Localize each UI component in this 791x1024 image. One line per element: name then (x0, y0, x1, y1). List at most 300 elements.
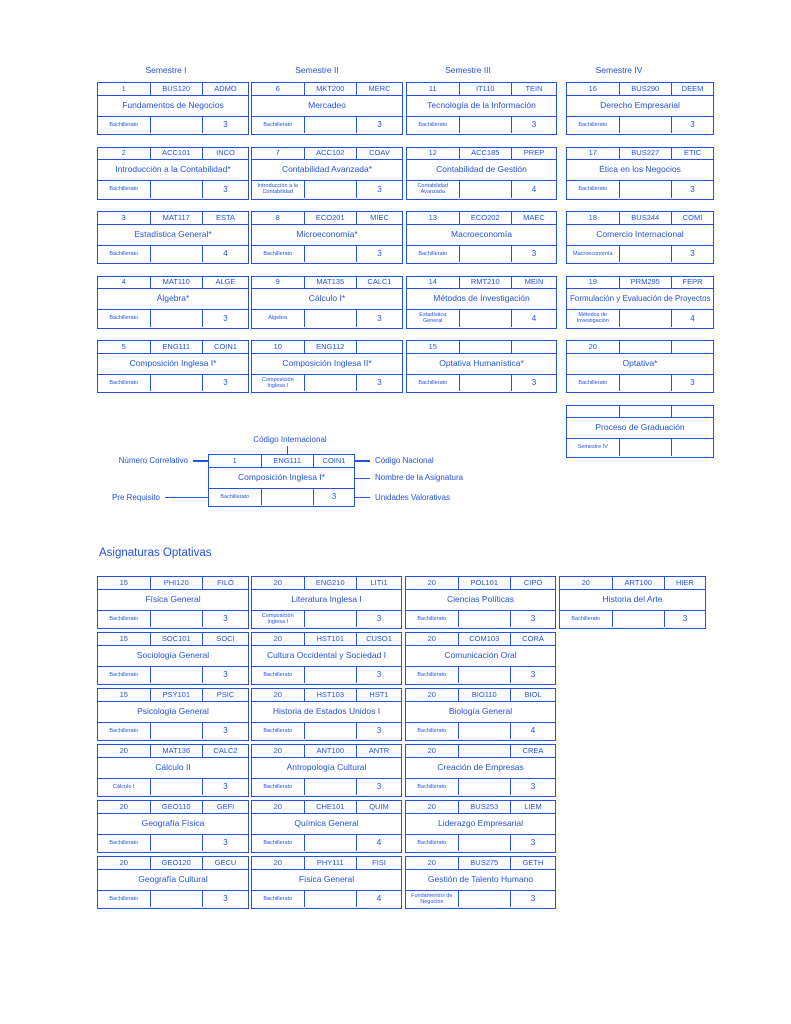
electives-column (251, 576, 402, 912)
national-code: LITI1 (370, 577, 388, 587)
card-footer-row (98, 375, 248, 392)
credit-units: 3 (376, 670, 382, 680)
elective-card (97, 744, 249, 797)
international-code: ACC185 (460, 148, 513, 160)
course-card (97, 82, 249, 135)
card-name-row (567, 225, 713, 246)
correlative-number: 18 (567, 212, 620, 224)
credit-units: 3 (377, 184, 382, 194)
course-card (251, 211, 403, 264)
empty-cell (460, 375, 513, 392)
card-name-row (406, 870, 555, 891)
correlative-number: 1 (98, 83, 151, 95)
card-name-row (407, 289, 556, 310)
card-header-row (407, 277, 556, 290)
card-header-row (252, 277, 402, 290)
card-name-row (252, 160, 402, 181)
correlative-number: 4 (98, 277, 151, 289)
electives-column (559, 576, 706, 632)
elective-card (97, 856, 249, 909)
credit-units: 3 (690, 184, 695, 194)
card-header-row (560, 577, 705, 590)
international-code: MAT110 (151, 277, 204, 289)
national-code: INCO (216, 148, 235, 158)
card-footer-row (406, 611, 555, 628)
card-name-row (252, 289, 402, 310)
credit-units: 3 (223, 894, 228, 904)
prerequisite: Bachillerato (407, 117, 460, 134)
international-code: PRM295 (620, 277, 673, 289)
elective-card (405, 856, 556, 909)
course-name: Biología General (448, 705, 513, 716)
connector-line (287, 446, 289, 454)
card-header-row (98, 689, 248, 702)
correlative-number: 17 (567, 148, 620, 160)
correlative-number: 20 (252, 633, 305, 645)
credit-units: 3 (530, 670, 536, 680)
international-code (620, 406, 673, 418)
international-code: MAT135 (305, 277, 358, 289)
course-card (97, 211, 249, 264)
card-header-row (406, 577, 555, 590)
national-code: ADMO (214, 83, 237, 93)
national-code: GETH (522, 857, 544, 867)
credit-units: 3 (377, 249, 382, 259)
course-name: Álgebra* (156, 293, 190, 303)
course-name: Métodos de Investigación (433, 293, 530, 303)
course-card (251, 340, 403, 393)
credit-units: 3 (376, 726, 382, 736)
credit-units: 3 (223, 782, 228, 792)
prerequisite: Bachillerato (407, 246, 460, 263)
national-code: ANTR (368, 745, 390, 755)
card-header-row (252, 689, 401, 702)
prerequisite: Bachillerato (98, 310, 151, 327)
card-footer-row (98, 779, 248, 796)
course-name: Proceso de Graduación (595, 422, 685, 432)
card-header-row (407, 341, 556, 354)
correlative-number: 15 (407, 341, 460, 353)
empty-cell (620, 375, 673, 392)
course-name: Composición Inglesa I* (129, 357, 217, 368)
card-header-row (407, 83, 556, 96)
semester-column (251, 65, 403, 405)
card-header-row (406, 857, 555, 870)
national-code: GECU (214, 857, 237, 867)
empty-cell (305, 181, 358, 198)
correlative-number: 6 (252, 83, 305, 95)
prerequisite: Macroeconomía (567, 246, 620, 263)
course-name: Macroeconomía (451, 228, 512, 239)
empty-cell (305, 667, 358, 684)
elective-card (251, 856, 402, 909)
international-code: ACC102 (305, 148, 358, 160)
card-footer-row (567, 246, 713, 263)
empty-cell (613, 611, 666, 628)
course-name: Cálculo I* (308, 293, 346, 303)
course-card (97, 340, 249, 393)
international-code: BUS244 (620, 212, 673, 224)
empty-cell (151, 310, 204, 327)
prerequisite: Bachillerato (252, 246, 305, 263)
card-footer-row (209, 489, 354, 506)
card-header-row (98, 745, 248, 758)
card-footer-row (252, 611, 401, 628)
prerequisite: Introducción a la Contabilidad (252, 181, 305, 198)
card-header-row (252, 633, 401, 646)
card-header-row (567, 83, 713, 96)
credit-units: 3 (377, 120, 382, 130)
empty-cell (151, 779, 204, 796)
international-code: ANT100 (305, 745, 358, 757)
credit-units: 4 (376, 894, 382, 904)
legend-label-course-name: Nombre de la Asignatura (375, 473, 464, 482)
credit-units: 3 (530, 782, 536, 792)
prerequisite: Bachillerato (252, 117, 305, 134)
national-code: HST1 (369, 689, 389, 699)
card-footer-row (252, 723, 401, 740)
credit-units: 3 (530, 894, 536, 904)
prerequisite: Bachillerato (98, 723, 151, 740)
course-name: Optativa Humanística* (439, 357, 524, 368)
card-name-row (209, 468, 354, 489)
card-footer-row (252, 310, 402, 327)
course-card (251, 276, 403, 329)
prerequisite: Composición Inglesa I (252, 611, 305, 628)
prerequisite: Bachillerato (406, 779, 459, 796)
credit-units: 3 (376, 782, 382, 792)
prerequisite: Bachillerato (252, 891, 305, 908)
national-code: GEFI (216, 801, 235, 811)
correlative-number: 15 (98, 577, 151, 589)
correlative-number: 19 (567, 277, 620, 289)
card-footer-row (406, 779, 555, 796)
credit-units: 3 (690, 378, 695, 388)
connector-line (355, 460, 370, 462)
card-name-row (567, 354, 713, 375)
empty-cell (262, 489, 315, 506)
card-footer-row (406, 835, 555, 852)
international-code: BUS290 (620, 83, 673, 95)
course-card (566, 340, 714, 393)
correlative-number: 14 (407, 277, 460, 289)
course-card (406, 82, 557, 135)
correlative-number: 13 (407, 212, 460, 224)
empty-cell (459, 835, 512, 852)
card-footer-row (567, 375, 713, 392)
card-footer-row (252, 375, 402, 392)
elective-card (97, 688, 249, 741)
course-name: Cálculo II (155, 761, 191, 772)
national-code: COIN1 (322, 455, 346, 465)
card-footer-row (98, 723, 248, 740)
course-name: Formulación y Evaluación de Proyectos (570, 294, 711, 303)
international-code: SOC101 (151, 633, 204, 645)
card-header-row (252, 83, 402, 96)
empty-cell (305, 891, 358, 908)
course-name: Gestión de Talento Humano (427, 873, 534, 884)
prerequisite: Métodos de Investigación (567, 310, 620, 327)
national-code: SOCI (216, 633, 235, 643)
course-name: Geografía Cultural (138, 873, 208, 884)
national-code: CORA (522, 633, 544, 643)
international-code: ACC101 (151, 148, 204, 160)
credit-units: 3 (377, 313, 382, 323)
credit-units: 3 (223, 838, 228, 848)
card-footer-row (252, 891, 401, 908)
empty-cell (151, 181, 204, 198)
course-name: Química General (294, 817, 359, 828)
prerequisite: Bachillerato (406, 723, 459, 740)
credit-units: 4 (531, 184, 537, 194)
empty-cell (151, 667, 204, 684)
credit-units: 3 (223, 670, 228, 680)
prerequisite: Bachillerato (98, 667, 151, 684)
course-name: Liderazgo Empresarial (437, 817, 524, 828)
card-name-row (406, 646, 555, 667)
connector-line (165, 497, 208, 499)
prerequisite: Bachillerato (252, 779, 305, 796)
card-name-row (98, 289, 248, 310)
course-name: Contabilidad de Gestión (436, 164, 527, 174)
card-name-row (252, 758, 401, 779)
legend-label-correlative-number: Número Correlativo (118, 456, 188, 465)
elective-card (251, 632, 402, 685)
credit-units: 4 (223, 249, 228, 259)
semester-title: Semestre III (445, 65, 491, 75)
correlative-number: 20 (98, 857, 151, 869)
national-code: FISI (372, 857, 386, 867)
card-name-row (252, 702, 401, 723)
national-code: ESTA (215, 212, 236, 222)
international-code (460, 341, 513, 353)
empty-cell (151, 611, 204, 628)
course-name: Microeconomía* (296, 228, 358, 239)
card-name-row (252, 646, 401, 667)
card-name-row (252, 96, 402, 117)
prerequisite: Bachillerato (98, 181, 151, 198)
national-code: PREP (523, 148, 545, 158)
correlative-number: 20 (406, 801, 459, 813)
empty-cell (620, 246, 673, 263)
credit-units: 3 (223, 120, 228, 130)
course-name: Física General (298, 873, 355, 884)
credit-units: 4 (376, 838, 382, 848)
card-footer-row (407, 246, 556, 263)
national-code: CALC1 (367, 277, 392, 287)
empty-cell (459, 723, 512, 740)
international-code: POL101 (459, 577, 512, 589)
correlative-number: 8 (252, 212, 305, 224)
legend-example-card (208, 454, 355, 507)
course-name: Derecho Empresarial (600, 99, 680, 110)
card-footer-row (98, 246, 248, 263)
correlative-number: 20 (252, 577, 305, 589)
card-footer-row (252, 117, 402, 134)
national-code: FILO (217, 577, 234, 587)
card-name-row (406, 814, 555, 835)
prerequisite: Bachillerato (567, 117, 620, 134)
national-code: PSIC (216, 689, 235, 699)
course-name: Mercadeo (308, 99, 346, 110)
national-code (672, 341, 713, 353)
international-code: BUS227 (620, 148, 673, 160)
correlative-number (567, 406, 620, 418)
course-card (406, 340, 557, 393)
semester-column (566, 65, 714, 469)
credit-units: 3 (223, 378, 228, 388)
prerequisite: Bachillerato (252, 723, 305, 740)
correlative-number: 20 (406, 689, 459, 701)
card-name-row (252, 590, 401, 611)
electives-column (97, 576, 249, 912)
credit-units: 3 (223, 726, 228, 736)
empty-cell (460, 310, 513, 327)
international-code: ENG210 (305, 577, 358, 589)
correlative-number: 20 (252, 689, 305, 701)
international-code: ECO202 (460, 212, 513, 224)
credit-units (672, 439, 713, 456)
elective-card (405, 688, 556, 741)
card-header-row (98, 212, 248, 225)
card-header-row (567, 406, 713, 419)
course-name: Comunicación Oral (444, 649, 517, 660)
empty-cell (151, 375, 204, 392)
connector-line (355, 478, 370, 480)
card-header-row (567, 212, 713, 225)
card-name-row (567, 418, 713, 439)
card-footer-row (560, 611, 705, 628)
international-code: HST101 (305, 633, 358, 645)
prerequisite: Bachillerato (252, 835, 305, 852)
course-name: Ciencias Políticas (446, 593, 515, 604)
correlative-number: 20 (406, 745, 459, 757)
card-name-row (406, 758, 555, 779)
credit-units: 3 (223, 313, 228, 323)
credit-units: 3 (530, 614, 536, 624)
correlative-number: 20 (567, 341, 620, 353)
correlative-number: 20 (560, 577, 613, 589)
national-code: MEIN (524, 277, 544, 287)
card-footer-row (567, 310, 713, 327)
national-code: ALGE (215, 277, 236, 287)
correlative-number: 20 (98, 801, 151, 813)
empty-cell (305, 611, 358, 628)
correlative-number: 9 (252, 277, 305, 289)
elective-card (405, 576, 556, 629)
card-footer-row (567, 181, 713, 198)
semester-column (406, 65, 557, 405)
card-footer-row (98, 667, 248, 684)
card-header-row (406, 745, 555, 758)
card-name-row (407, 96, 556, 117)
empty-cell (459, 611, 512, 628)
credit-units: 3 (223, 184, 228, 194)
national-code: COMI (682, 212, 703, 222)
international-code: ECO201 (305, 212, 358, 224)
national-code: CALC2 (213, 745, 238, 755)
course-name: Psicología General (137, 705, 209, 716)
prerequisite: Bachillerato (98, 117, 151, 134)
empty-cell (305, 246, 358, 263)
prerequisite: Bachillerato (209, 489, 262, 506)
card-header-row (98, 857, 248, 870)
card-name-row (567, 160, 713, 181)
empty-cell (460, 181, 513, 198)
national-code: TEIN (525, 83, 543, 93)
card-header-row (406, 801, 555, 814)
national-code: MAEC (523, 212, 545, 222)
card-name-row (407, 354, 556, 375)
empty-cell (459, 667, 512, 684)
correlative-number: 20 (252, 801, 305, 813)
national-code: HIER (676, 577, 694, 587)
card-name-row (98, 758, 248, 779)
national-code: DEEM (681, 83, 704, 93)
card-header-row (98, 277, 248, 290)
international-code (459, 745, 512, 757)
course-card (406, 211, 557, 264)
prerequisite: Bachillerato (98, 611, 151, 628)
international-code: GEO120 (151, 857, 204, 869)
card-header-row (252, 148, 402, 161)
prerequisite: Bachillerato (567, 375, 620, 392)
empty-cell (305, 117, 358, 134)
credit-units: 3 (531, 249, 537, 259)
elective-card (405, 744, 556, 797)
empty-cell (151, 723, 204, 740)
card-name-row (560, 590, 705, 611)
course-card (566, 211, 714, 264)
international-code: PSY101 (151, 689, 204, 701)
card-header-row (98, 83, 248, 96)
prerequisite: Bachillerato (406, 667, 459, 684)
card-footer-row (252, 835, 401, 852)
card-name-row (98, 225, 248, 246)
empty-cell (620, 310, 673, 327)
international-code: MKT200 (305, 83, 358, 95)
card-footer-row (98, 117, 248, 134)
prerequisite: Bachillerato (406, 835, 459, 852)
course-card (97, 147, 249, 200)
course-name: Historia del Arte (602, 593, 663, 604)
credit-units: 3 (690, 120, 695, 130)
national-code: MERC (368, 83, 391, 93)
national-code: ETIC (683, 148, 702, 158)
legend-label-international-code: Código Internacional (253, 435, 327, 444)
course-name: Comercio Internacional (596, 228, 684, 239)
correlative-number: 2 (98, 148, 151, 160)
empty-cell (459, 779, 512, 796)
international-code: ENG111 (151, 341, 204, 353)
prerequisite: Bachillerato (567, 181, 620, 198)
card-footer-row (406, 723, 555, 740)
national-code: LIEM (524, 801, 542, 811)
correlative-number: 20 (98, 745, 151, 757)
correlative-number: 20 (406, 577, 459, 589)
correlative-number: 15 (98, 689, 151, 701)
national-code: BIOL (524, 689, 542, 699)
credit-units: 3 (531, 120, 537, 130)
national-code: CUSO1 (366, 633, 392, 643)
international-code: BIO110 (459, 689, 512, 701)
course-name: Optativa* (622, 357, 658, 368)
national-code (357, 341, 402, 353)
international-code: MAT117 (151, 212, 204, 224)
course-name: Tecnología de la Información (427, 99, 536, 110)
course-card (97, 276, 249, 329)
prerequisite: Semestre IV (567, 439, 620, 456)
